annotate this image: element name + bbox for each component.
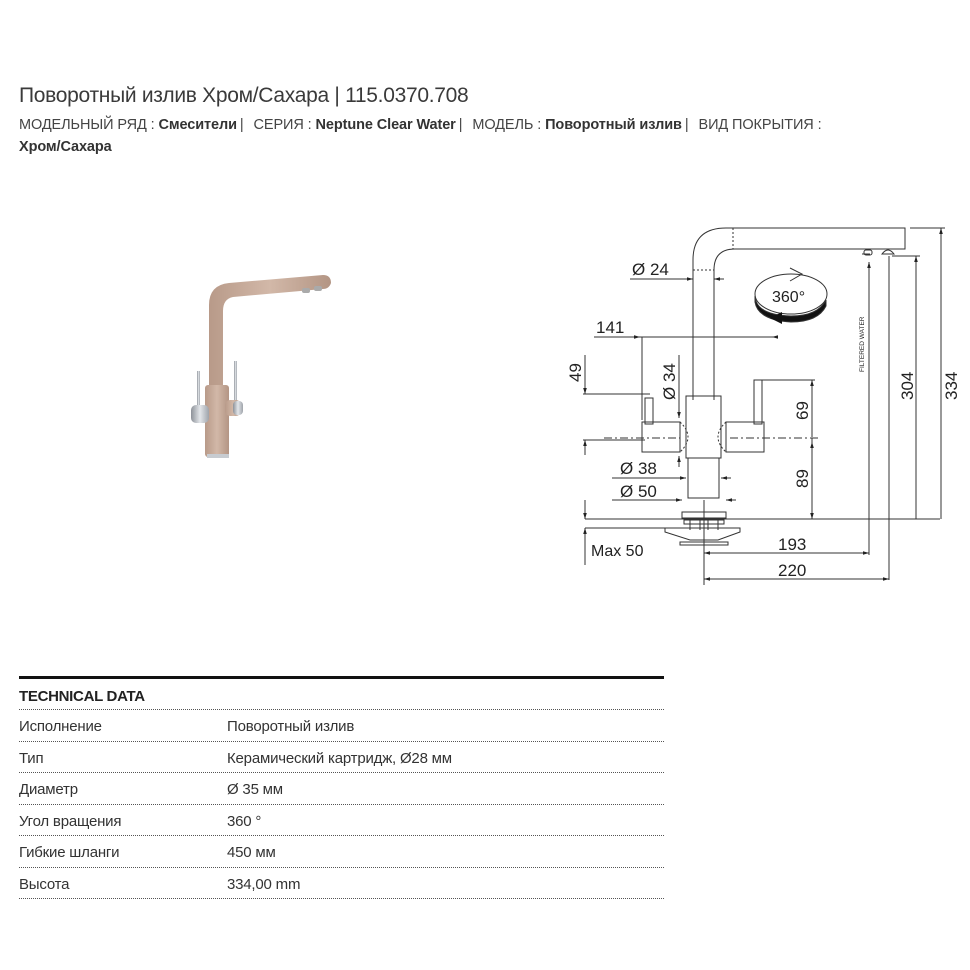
table-row <box>19 805 664 837</box>
row-key: Исполнение <box>19 718 102 735</box>
dim-handle-49: 49 <box>566 363 585 382</box>
row-value: 334,00 mm <box>227 875 301 893</box>
rotation-label: 360° <box>772 289 806 306</box>
dim-diameter-50: Ø 50 <box>620 482 657 501</box>
row-key: Высота <box>19 875 70 893</box>
dim-reach-220: 220 <box>778 561 807 580</box>
dim-diameter-38: Ø 38 <box>620 459 657 478</box>
dim-handle-69: 69 <box>793 401 812 420</box>
filtered-water-label: FILTERED WATER <box>859 316 866 372</box>
row-value: 450 мм <box>227 844 276 861</box>
table-row <box>19 836 664 868</box>
meta-separator: | <box>458 117 463 133</box>
dim-spout-diameter: Ø 24 <box>632 260 669 279</box>
row-key: Угол вращения <box>19 812 122 830</box>
faucet-photo-icon <box>165 255 345 465</box>
row-value: 360 ° <box>227 812 262 830</box>
dim-height-334: 334 <box>942 371 961 400</box>
row-key: Тип <box>19 749 44 767</box>
meta-value-model[interactable]: Поворотный излив <box>545 117 682 133</box>
row-key: Гибкие шланги <box>19 844 120 861</box>
technical-data-table <box>19 676 664 899</box>
meta-separator: | <box>684 117 689 133</box>
dim-height-304: 304 <box>898 371 917 400</box>
row-value: Поворотный излив <box>227 718 355 735</box>
row-value: Ø 35 мм <box>227 781 283 798</box>
meta-label-series: СЕРИЯ : <box>253 117 312 133</box>
table-row <box>19 868 664 900</box>
row-value: Керамический картридж, Ø28 мм <box>227 749 452 767</box>
table-row <box>19 742 664 774</box>
product-title: Поворотный излив Хром/Сахара | 115.0370.708 <box>19 84 469 107</box>
meta-label-model: МОДЕЛЬ : <box>472 117 542 133</box>
meta-value-series-range[interactable]: Смесители <box>158 117 237 133</box>
meta-value-series[interactable]: Neptune Clear Water <box>315 117 456 133</box>
dim-body-diameter: Ø 34 <box>660 363 679 400</box>
dim-max-50: Max 50 <box>591 543 644 560</box>
row-key: Диаметр <box>19 781 78 798</box>
product-meta <box>19 114 964 158</box>
dim-base-89: 89 <box>793 469 812 488</box>
meta-label-series-range: МОДЕЛЬНЫЙ РЯД : <box>19 117 155 133</box>
dim-reach-141: 141 <box>596 318 625 337</box>
table-row <box>19 773 664 805</box>
meta-label-finish: ВИД ПОКРЫТИЯ : <box>698 117 822 133</box>
technical-drawing <box>560 210 970 595</box>
meta-value-finish[interactable]: Хром/Сахара <box>19 139 112 155</box>
table-heading: TECHNICAL DATA <box>19 679 664 710</box>
meta-separator: | <box>239 117 244 133</box>
table-row <box>19 710 664 742</box>
dim-reach-193: 193 <box>778 535 807 554</box>
